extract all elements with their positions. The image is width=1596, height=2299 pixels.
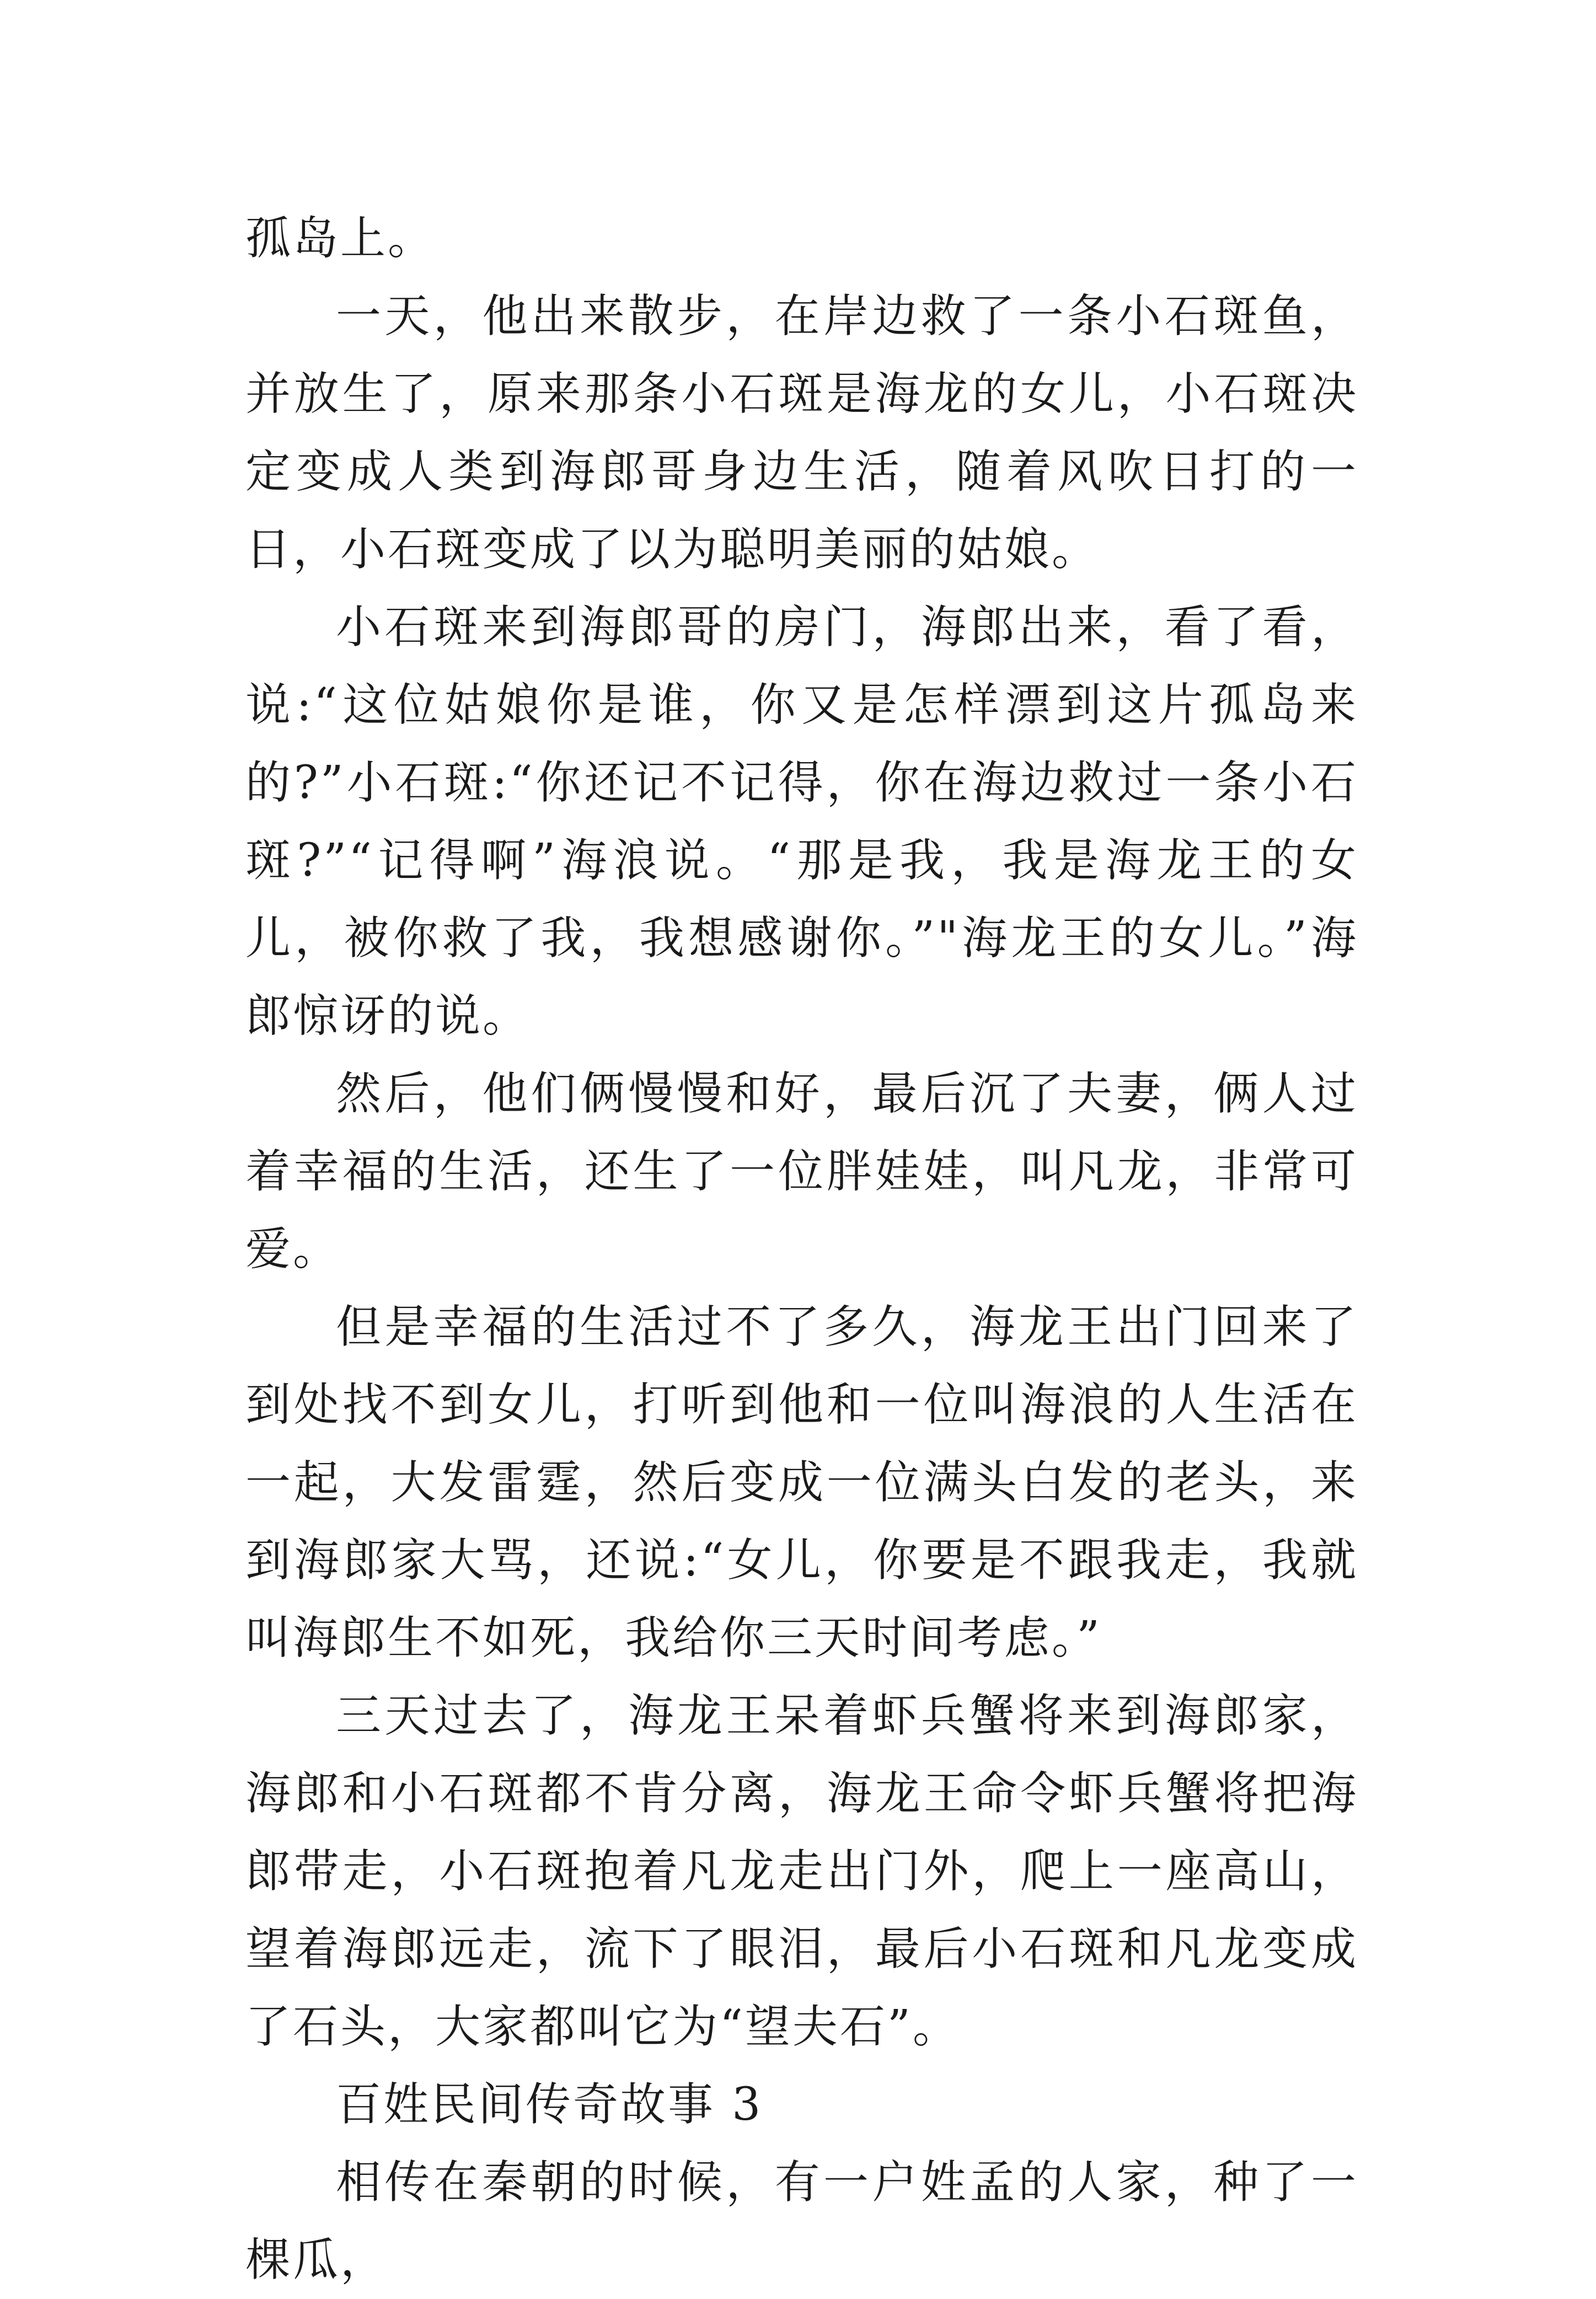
paragraph-rescue-fish: 一天，他出来散步，在岸边救了一条小石斑鱼，并放生了，原来那条小石斑是海龙的女儿，小石斑决定变成人类到海郎哥身边生活，随着风吹日打的一日，小石斑变成了以为聪明美丽的姑娘。: [245, 290, 1358, 576]
paragraph-wangfu-stone: 三天过去了，海龙王呆着虾兵蟹将来到海郎家，海郎和小石斑都不肯分离，海龙王命令虾兵蟹将把海郎带走，小石斑抱着凡龙走出门外，爬上一座高山，望着海郎远走，流下了眼泪，最后小石斑和凡龙变成了石头，大家都叫它为“望夫石”。: [245, 1690, 1358, 2053]
document-body: [245, 200, 1358, 2299]
paragraph-qin-dynasty: 相传在秦朝的时候，有一户姓孟的人家，种了一棵瓜，: [245, 2156, 1358, 2286]
paragraph-dragon-king-angry: 但是幸福的生活过不了多久，海龙王出门回来了到处找不到女儿，打听到他和一位叫海浪的人生活在一起，大发雷霆，然后变成一位满头白发的老头，来到海郎家大骂，还说:“女儿，你要是不跟我走，我就叫海郎生不如死，我给你三天时间考虑。”: [245, 1301, 1358, 1664]
paragraph-married: 然后，他们俩慢慢和好，最后沉了夫妻，俩人过着幸福的生活，还生了一位胖娃娃，叫凡龙，非常可爱。: [245, 1068, 1358, 1276]
paragraph-continuation: 孤岛上。: [245, 212, 436, 265]
section-heading: 百姓民间传奇故事 3: [336, 2078, 763, 2131]
paragraph-visit-door: 小石斑来到海郎哥的房门，海郎出来，看了看，说:“这位姑娘你是谁，你又是怎样漂到这片孤岛来的?”小石斑:“你还记不记得，你在海边救过一条小石斑?”“记得啊”海浪说。“那是我，我是海龙王的女儿，被你救了我，我想感谢你。”"海龙王的女儿。”海郎惊讶的说。: [245, 601, 1358, 1042]
